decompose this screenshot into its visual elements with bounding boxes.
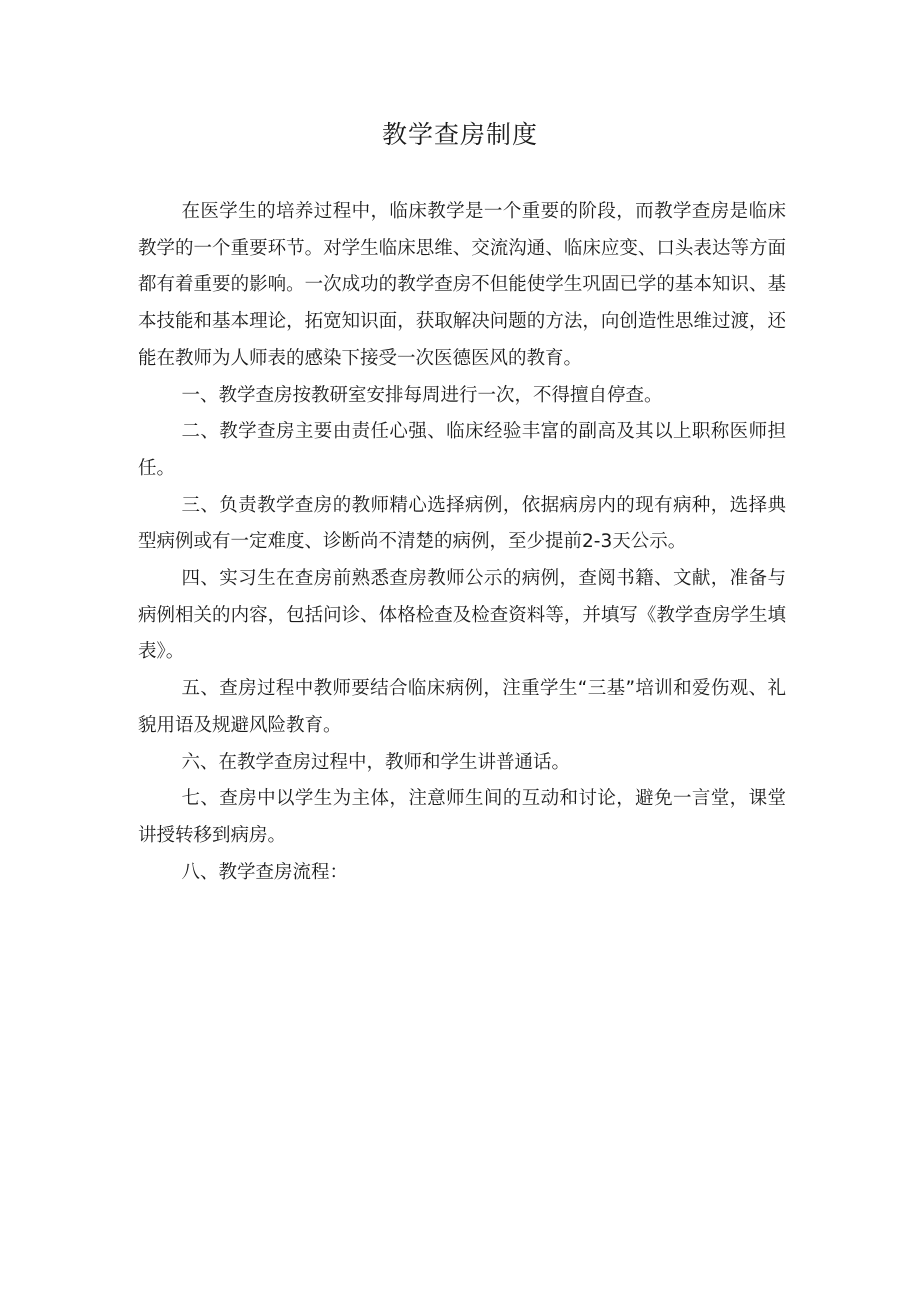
rule-1-paragraph: 一、教学查房按教研室安排每周进行一次，不得擅自停查。 [181,384,663,406]
document-title: 教学查房制度 [381,120,538,149]
rule-2-paragraph: 二、教学查房主要由责任心强、临床经验丰富的副高及其以上职称医师担任。 [138,421,786,479]
rule-3-paragraph: 三、负责教学查房的教师精心选择病例，依据病房内的现有病种，选择典型病例或有一定难度、诊断尚不清楚的病例，至少提前2-3天公示。 [138,494,786,553]
rule-7-paragraph: 七、查房中以学生为主体，注意师生间的互动和讨论，避免一言堂，课堂讲授转移到病房。 [138,788,786,846]
rule-5-paragraph: 五、查房过程中教师要结合临床病例，注重学生“三基”培训和爱伤观、礼貌用语及规避风险教育。 [138,678,786,736]
rule-4-paragraph: 四、实习生在查房前熟悉查房教师公示的病例，查阅书籍、文献，准备与病例相关的内容，包括问诊、体格检查及检查资料等，并填写《教学查房学生填表》。 [138,568,786,663]
rule-8-paragraph: 八、教学查房流程： [181,861,348,883]
document-body [138,194,786,891]
intro-paragraph: 在医学生的培养过程中，临床教学是一个重要的阶段，而教学查房是临床教学的一个重要环节。对学生临床思维、交流沟通、临床应变、口头表达等方面都有着重要的影响。一次成功的教学查房不但能使学生巩固已学的基本知识、基本技能和基本理论，拓宽知识面，获取解决问题的方法，向创造性思维过渡，还能在教师为人师表的感染下接受一次医德医风的教育。 [138,201,786,369]
rule-6-paragraph: 六、在教学查房过程中，教师和学生讲普通话。 [181,751,570,773]
